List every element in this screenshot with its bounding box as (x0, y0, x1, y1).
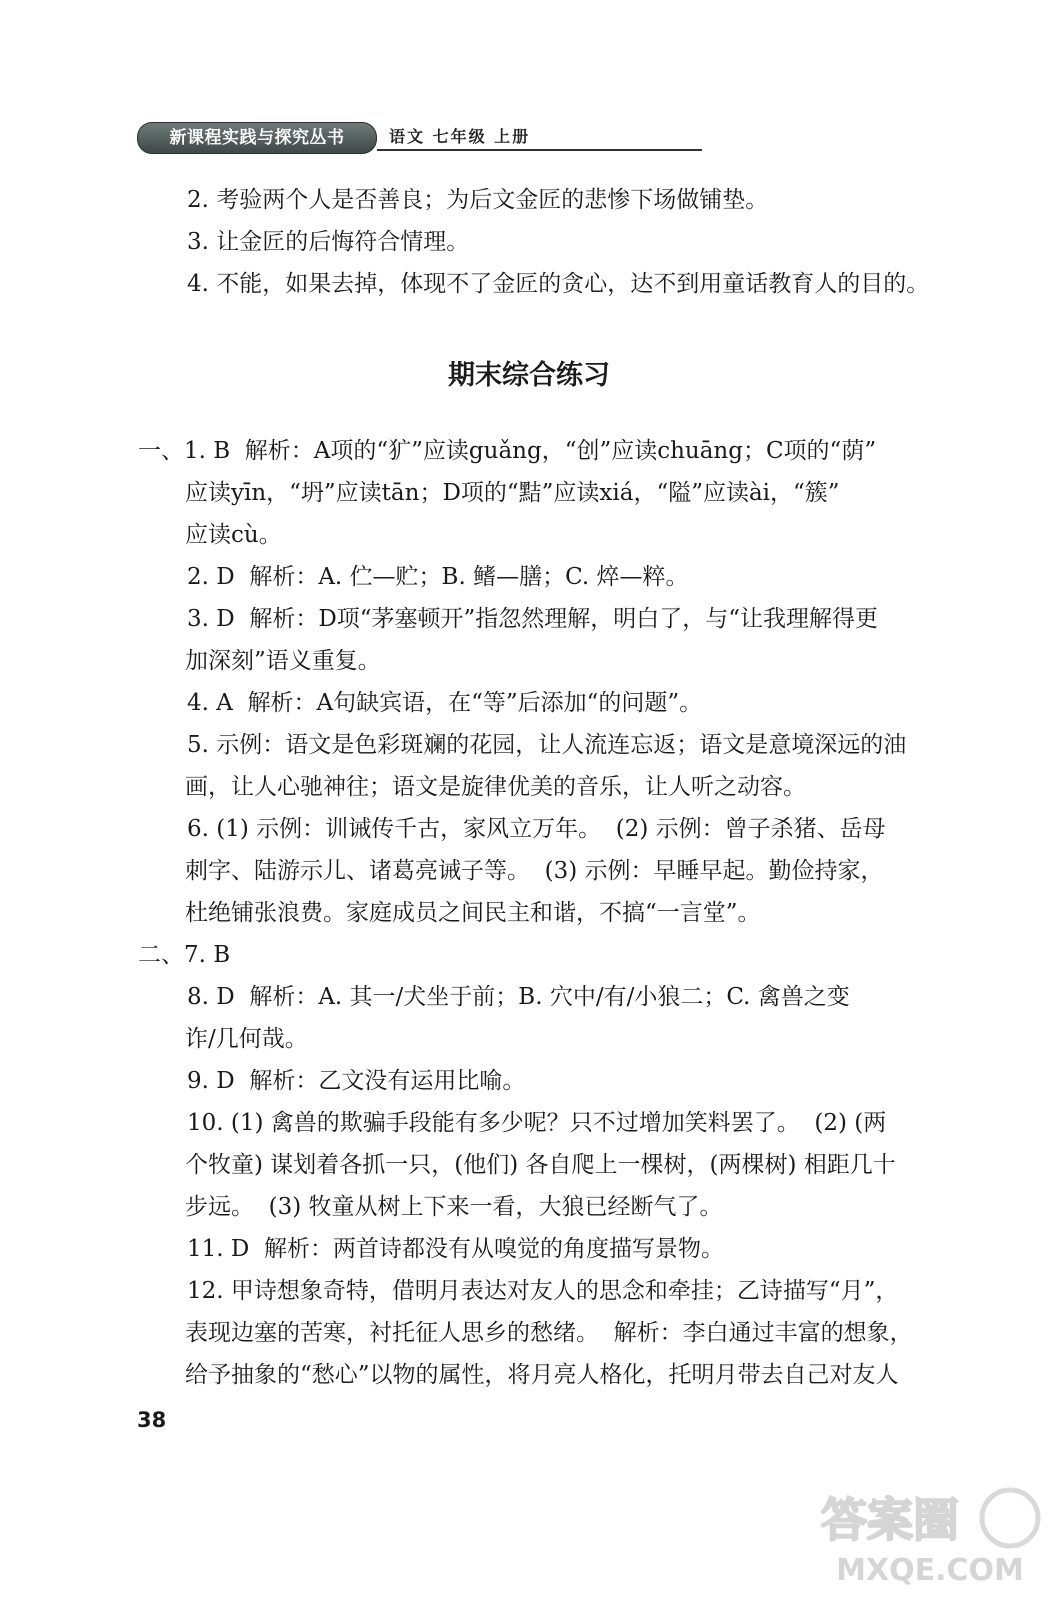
section-title: 期末综合练习 (448, 360, 610, 391)
series-badge: 新课程实践与探究丛书 (137, 122, 377, 154)
book-info: 语文 七年级 上册 (389, 127, 531, 146)
answer-line: 表现边塞的苦寒，衬托征人思乡的愁绪。 解析：李白通过丰富的想象， (185, 1320, 913, 1346)
answer-line: 刺字、陆游示儿、诸葛亮诫子等。 (3) 示例：早睡早起。勤俭持家， (185, 858, 884, 884)
answer-line: 诈/几何哉。 (185, 1026, 308, 1052)
watermark-brand: 答案圈 (821, 1493, 959, 1547)
answer-line: 给予抽象的“愁心”以物的属性，将月亮人格化，托明月带去自己对友人 (185, 1362, 899, 1388)
watermark-ring-icon (982, 1490, 1038, 1546)
answer-line: 画，让人心驰神往；语文是旋律优美的音乐，让人听之动容。 (185, 774, 806, 800)
answer-line: 3. D 解析：D项“茅塞顿开”指忽然理解，明白了，与“让我理解得更 (187, 606, 879, 632)
answer-line: 12. 甲诗想象奇特，借明月表达对友人的思念和牵挂；乙诗描写“月”， (187, 1278, 899, 1304)
answer-line: 3. 让金匠的后悔符合情理。 (187, 229, 470, 255)
answer-line: 2. D 解析：A. 伫—贮；B. 鳍—膳；C. 焠—粹。 (187, 564, 689, 590)
answer-line: 应读yīn，“坍”应读tān；D项的“黠”应读xiá，“隘”应读ài，“簇” (185, 480, 840, 506)
answer-line: 9. D 解析：乙文没有运用比喻。 (187, 1068, 526, 1094)
running-header (137, 120, 562, 154)
answer-line: 步远。 (3) 牧童从树上下来一看，大狼已经断气了。 (185, 1194, 723, 1220)
answer-line: 4. A 解析：A句缺宾语，在“等”后添加“的问题”。 (187, 690, 703, 716)
watermark-url: MXQE.COM (836, 1553, 1024, 1588)
answer-line: 10. (1) 禽兽的欺骗手段能有多少呢？只不过增加笑料罢了。 (2) (两 (187, 1110, 887, 1136)
answer-line: 4. 不能，如果去掉，体现不了金匠的贪心，达不到用童话教育人的目的。 (187, 271, 930, 297)
answer-line: 6. (1) 示例：训诫传千古，家风立万年。 (2) 示例：曾子杀猪、岳母 (187, 816, 886, 842)
answer-line: 杜绝铺张浪费。家庭成员之间民主和谐，不搞“一言堂”。 (185, 900, 761, 926)
answer-line: 加深刻”语义重复。 (185, 648, 381, 674)
answer-line: 5. 示例：语文是色彩斑斓的花园，让人流连忘返；语文是意境深远的油 (187, 732, 907, 758)
header-rule (377, 149, 702, 151)
answer-line: 2. 考验两个人是否善良；为后文金匠的悲惨下场做铺垫。 (187, 187, 769, 213)
answer-line: 一、1. B 解析：A项的“犷”应读guǎng，“创”应读chuāng；C项的“荫” (138, 438, 877, 464)
answer-line: 应读cù。 (185, 522, 282, 548)
watermark-logo (820, 1480, 1050, 1590)
page-number: 38 (137, 1408, 167, 1432)
answer-line: 个牧童) 谋划着各抓一只，(他们) 各自爬上一棵树，(两棵树) 相距几十 (185, 1152, 896, 1178)
answer-line: 8. D 解析：A. 其一/犬坐于前；B. 穴中/有/小狼二；C. 禽兽之变 (187, 984, 850, 1010)
answer-line: 二、7. B (138, 942, 231, 968)
answer-line: 11. D 解析：两首诗都没有从嗅觉的角度描写景物。 (187, 1236, 724, 1262)
